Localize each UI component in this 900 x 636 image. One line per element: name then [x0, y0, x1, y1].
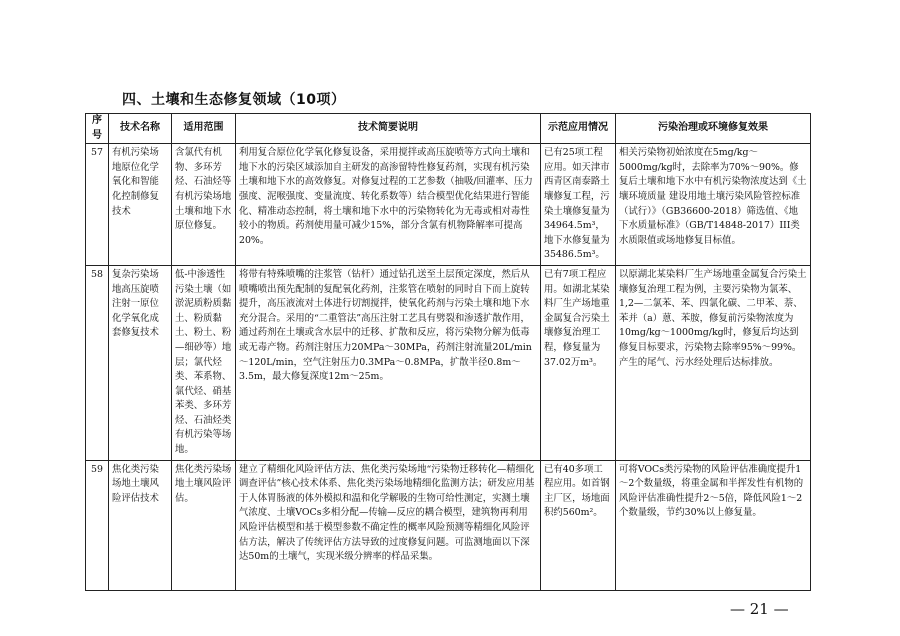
effect: 可将VOCs类污染物的风险评估准确度提升1～2个数量级，将重金属和半挥发性有机物的风险评估准确性提升2～5倍，降低风险1～2个数量级，节约30%以上修复量。: [616, 460, 811, 590]
table-row: [86, 144, 811, 266]
description: 建立了精细化风险评估方法、焦化类污染场地“污染物迁移转化—精细化调查评估”核心技术体系、焦化类污染场地精细化监测方法；研发应用基于人体胃肠液的体外模拟和温和化学解吸的生物可给性测定，实测土壤气浓度、土壤VOCs多相分配—传输—反应的耦合模型，建筑物再利用风险评估模型和基于模型参数不确定性的概率风险预测等精细化风险评估方法，解决了传统评估方法导致的过度修复问题。可监测地面以下深达50m的土壤气，实现米级分辨率的样品采集。: [236, 460, 541, 590]
demo-application: 已有25项工程应用。如天津市西青区南泰路土壤修复工程，污染土壤修复量为34964.5m³，地下水修复量为35486.5m³。: [541, 144, 616, 266]
technology-table: [85, 113, 811, 591]
header-effect: 污染治理或环境修复效果: [616, 114, 811, 144]
header-tech-name: 技术名称: [109, 114, 172, 144]
description: 将带有特殊喷嘴的注浆管（钻杆）通过钻孔送至土层预定深度，然后从喷嘴喷出预先配制的复配氧化药剂，注浆管在喷射的同时自下而上旋转提升，高压液流对土体进行切割搅拌，使氧化药剂与污染土壤和地下水充分混合。采用的“二重管法”高压注射工艺具有劈裂和渗透扩散作用，通过药剂在土壤或含水层中的迁移、扩散和反应，将污染物分解为低毒或无毒产物。药剂注射压力20MPa～30MPa，药剂注射流量20L/min～120L/min，空气注射压力0.3MPa～0.8MPa，扩散半径0.8m～3.5m，最大修复深度12m～25m。: [236, 265, 541, 460]
row-number: 57: [86, 144, 109, 266]
tech-name: 复杂污染场地高压旋喷注射一原位化学氧化成套修复技术: [109, 265, 172, 460]
effect: 相关污染物初始浓度在5mg/kg～5000mg/kg时，去除率为70%～90%。修复后土壤和地下水中有机污染物浓度达到《土壤环境质量 建设用地土壤污染风险管控标准（试行）》（GB36600-2018）筛选值、《地下水质量标准》（GB/T14848-2017）III类水质限值或场地修复目标值。: [616, 144, 811, 266]
header-scope: 适用范围: [172, 114, 236, 144]
row-number: 59: [86, 460, 109, 590]
header-description: 技术简要说明: [236, 114, 541, 144]
scope: 低-中渗透性污染土壤（如淤泥质粉质黏土、粉质黏土、粉土、粉—细砂等）地层；氯代烃类、苯系物、氯代烃、硝基苯类、多环芳烃、石油烃类有机污染等场地。: [172, 265, 236, 460]
effect: 以原湖北某染料厂生产场地重金属复合污染土壤修复治理工程为例，主要污染物为氯苯、1,2—二氯苯、苯、四氯化碳、二甲苯、萘、苯并（a）蒽、苯胺，修复前污染物浓度为10mg/kg～1000mg/kg时，修复后均达到修复目标要求，污染物去除率95%～99%。产生的尾气、污水经处理后达标排放。: [616, 265, 811, 460]
page-number: — 21 —: [730, 600, 789, 618]
table-row: [86, 265, 811, 460]
description: 利用复合原位化学氧化修复设备，采用搅拌或高压旋喷等方式向土壤和地下水的污染区域添加自主研发的高渗留特性修复药剂，实现有机污染土壤和地下水的高效修复。对修复过程的工艺参数（抽吸/回灌率、压力强度、泥喉强度、变量流度、转化系数等）结合模型优化结果进行智能化、精准动态控制，将土壤和地下水中的污染物转化为无毒或相对毒性较小的物质。药剂使用量可减少15%，部分含氯有机物降解率可提高20%。: [236, 144, 541, 266]
demo-application: 已有40多项工程应用。如首钢主厂区，场地面积约560m²。: [541, 460, 616, 590]
header-demo: 示范应用情况: [541, 114, 616, 144]
row-number: 58: [86, 265, 109, 460]
scope: 焦化类污染场地土壤风险评估。: [172, 460, 236, 590]
demo-application: 已有7项工程应用。如湖北某染料厂生产场地重金属复合污染土壤修复治理工程，修复量为37.02万m³。: [541, 265, 616, 460]
table-header-row: [86, 114, 811, 144]
table-row: [86, 460, 811, 590]
tech-name: 焦化类污染场地土壤风险评估技术: [109, 460, 172, 590]
header-no: 序号: [86, 114, 109, 144]
tech-name: 有机污染场地原位化学氧化和智能化控制修复技术: [109, 144, 172, 266]
section-title: 四、土壤和生态修复领域（10项）: [122, 92, 346, 108]
scope: 含氯代有机物、多环芳烃、石油烃等有机污染场地土壤和地下水原位修复。: [172, 144, 236, 266]
